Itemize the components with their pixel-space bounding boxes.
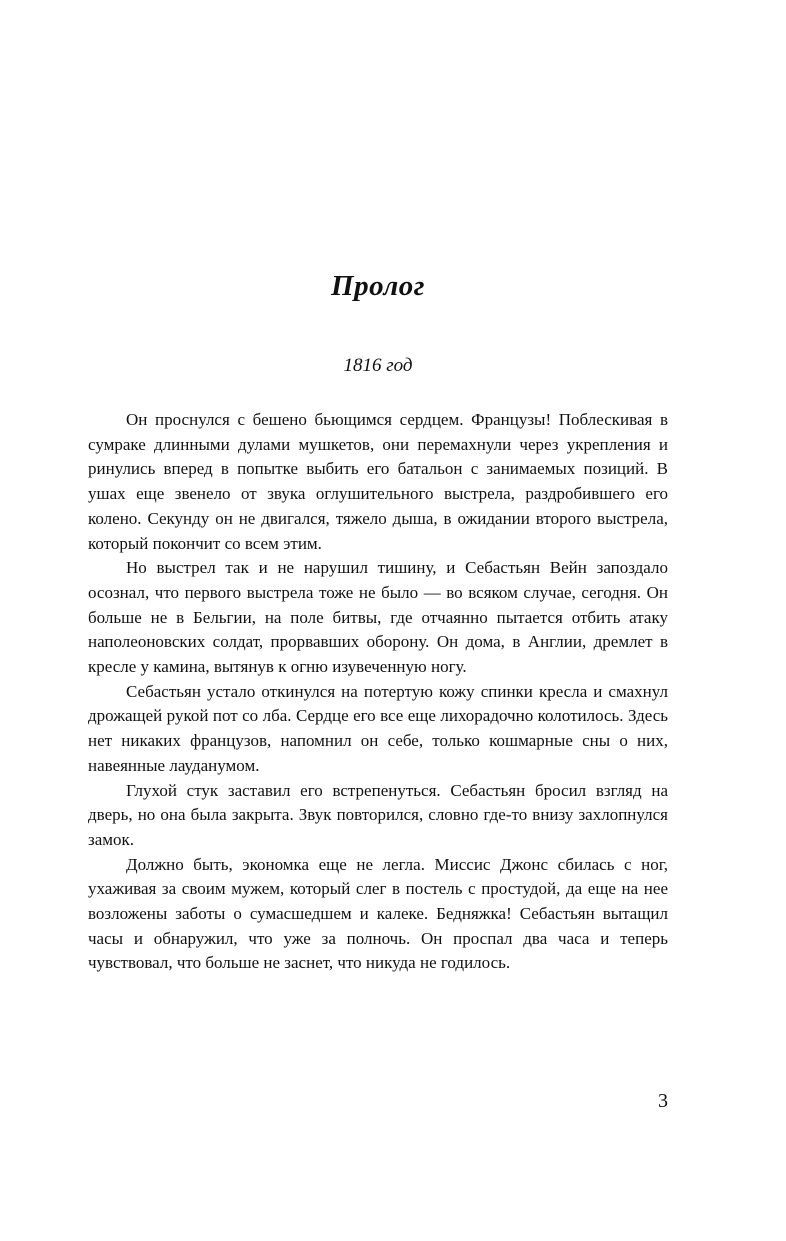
paragraph-2: Но выстрел так и не нарушил тишину, и Себастьян Вейн запоздало осознал, что первого выстрела тоже не было — во всяком случае, сегодня. Он больше не в Бельгии, на поле битвы, где отчаянно пытается отбить атаку наполеоновских солдат, прорвавших оборону. Он дома, в Англии, дремлет в кресле у камина, вытянув к огню изувеченную ногу. — [88, 558, 668, 677]
paragraph-3: Себастьян устало откинулся на потертую кожу спинки кресла и смахнул дрожащей рукой пот со лба. Сердце его все еще лихорадочно колотилось. Здесь нет никаких французов, напомнил он себе, только кошмарные сны о них, навеянные лауданумом. — [88, 681, 668, 775]
body-text — [88, 408, 668, 976]
date-subheading: 1816 год — [343, 355, 413, 376]
paragraph-5: Должно быть, экономка еще не легла. Миссис Джонс сбилась с ног, ухаживая за своим мужем, который слег в постель с простудой, да еще на нее возложены заботы о сумасшедшем и калеке. Бедняжка! Себастьян вытащил часы и обнаружил, что уже за полночь. Он проспал два часа и теперь чувствовал, что больше не заснет, что никуда не годилось. — [88, 854, 668, 973]
page-number: 3 — [658, 1090, 668, 1112]
paragraph-1: Он проснулся с бешено бьющимся сердцем. Французы! Поблескивая в сумраке длинными дулами мушкетов, они перемахнули через укрепления и ринулись вперед в попытке выбить его батальон с занимаемых позиций. В ушах еще звенело от звука оглушительного выстрела, раздробившего его колено. Секунду он не двигался, тяжело дыша, в ожидании второго выстрела, который покончит со всем этим. — [88, 410, 668, 553]
chapter-heading: Пролог — [331, 270, 425, 302]
paragraph-4: Глухой стук заставил его встрепенуться. Себастьян бросил взгляд на дверь, но она была закрыта. Звук повторился, словно где-то внизу захлопнулся замок. — [88, 780, 668, 849]
